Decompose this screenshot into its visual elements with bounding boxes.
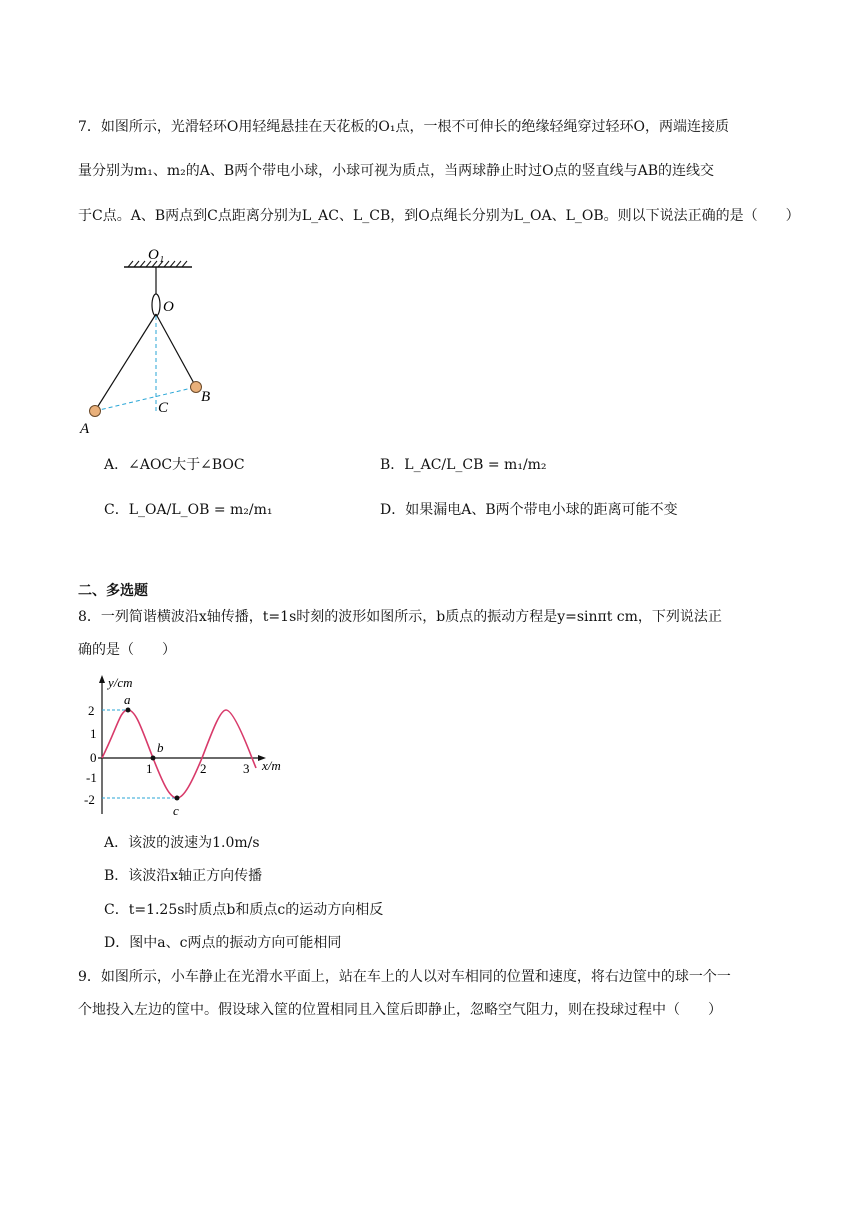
y-tick-neg2: -2 [84, 792, 95, 807]
y-tick-1: 1 [90, 726, 97, 741]
y-tick-2: 2 [88, 703, 95, 718]
label-c: C [158, 400, 169, 416]
q7-line-2 [78, 161, 714, 181]
q9-line-1 [78, 967, 731, 987]
q7-line-1-text: 7．如图所示，光滑轻环O用轻绳悬挂在天花板的O₁点，一根不可伸长的绝缘轻绳穿过轻环O，两端连接质 [78, 119, 729, 135]
point-a [126, 708, 131, 713]
q8-line-2-text: 确的是（ ） [78, 642, 176, 658]
q8-option-c[interactable] [104, 900, 383, 920]
q7-option-a-text: A．∠AOC大于∠BOC [104, 457, 245, 473]
y-tick-0: 0 [90, 750, 97, 765]
label-point-b: b [157, 740, 164, 755]
q9-line-1-text: 9．如图所示，小车静止在光滑水平面上，站在车上的人以对车相同的位置和速度，将右边筐中的球一个一 [78, 969, 731, 985]
label-point-a: a [124, 692, 131, 707]
q8-line-1 [78, 607, 722, 627]
x-tick-3: 3 [243, 761, 250, 776]
label-point-c: c [173, 803, 179, 818]
x-tick-1: 1 [146, 761, 153, 776]
q7-option-c-text: C．L_OA/L_OB = m₂/m₁ [104, 502, 273, 518]
q7-option-b[interactable] [380, 455, 547, 475]
y-axis-label: y/cm [108, 675, 133, 690]
label-a: A [80, 421, 90, 437]
q7-option-d-text: D．如果漏电A、B两个带电小球的距离可能不变 [380, 502, 678, 518]
q8-wave-graph [80, 672, 300, 822]
q7-line-3 [78, 206, 800, 226]
q7-option-c[interactable] [104, 500, 273, 520]
q9-line-2 [78, 1000, 722, 1020]
point-c [175, 796, 180, 801]
q7-option-a[interactable] [104, 455, 245, 475]
q7-option-b-text: B．L_AC/L_CB = m₁/m₂ [380, 457, 547, 473]
x-axis-label: x/m [262, 758, 281, 773]
point-b [151, 756, 156, 761]
label-b: B [201, 389, 211, 405]
q7-line-1 [78, 117, 729, 137]
q8-option-b-text: B．该波沿x轴正方向传播 [104, 868, 263, 884]
section-title-multi-choice: 二、多选题 [78, 583, 148, 599]
q8-option-d-text: D．图中a、c两点的振动方向可能相同 [104, 935, 342, 951]
x-tick-2: 2 [200, 761, 207, 776]
q8-line-1-text: 8．一列简谐横波沿x轴传播，t=1s时刻的波形如图所示，b质点的振动方程是y=sinπt cm，下列说法正 [78, 609, 722, 625]
q8-option-c-text: C．t=1.25s时质点b和质点c的运动方向相反 [104, 902, 384, 918]
q8-option-b[interactable] [104, 866, 262, 886]
label-o: O [163, 299, 174, 315]
ball-b [191, 382, 202, 393]
ring-o [152, 294, 160, 316]
label-o1: O₁ [148, 247, 165, 263]
q8-option-a-text: A．该波的波速为1.0m/s [104, 835, 260, 851]
q7-option-d[interactable] [380, 500, 678, 520]
wave-curve [102, 710, 256, 798]
y-tick-neg1: -1 [86, 770, 97, 785]
ball-a [90, 406, 101, 417]
q8-option-d[interactable] [104, 933, 341, 953]
q8-line-2 [78, 640, 176, 660]
q7-pendulum-figure [70, 240, 250, 440]
q7-line-2-text: 量分别为m₁、m₂的A、B两个带电小球，小球可视为质点，当两球静止时过O点的竖直线与AB的连线交 [78, 163, 715, 179]
q9-line-2-text: 个地投入左边的筐中。假设球入筐的位置相同且入筐后即静止，忽略空气阻力，则在投球过程中（ ） [78, 1002, 722, 1018]
q8-option-a[interactable] [104, 833, 260, 853]
q7-line-3-text: 于C点。A、B两点到C点距离分别为L_AC、L_CB，到O点绳长分别为L_OA、L_OB。则以下说法正确的是（ ） [78, 208, 800, 224]
